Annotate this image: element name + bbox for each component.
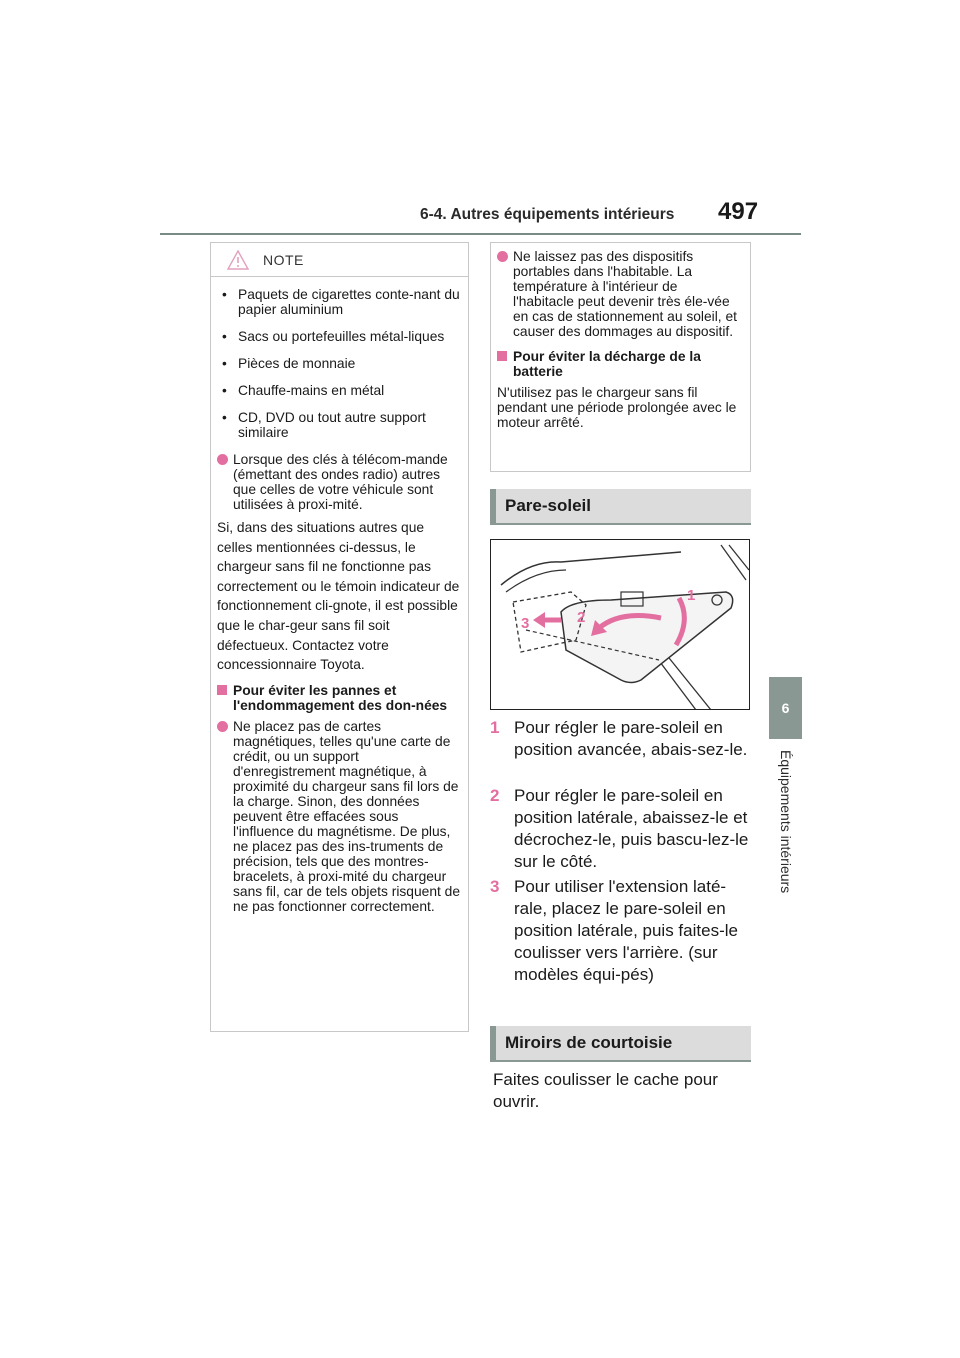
chapter-tab	[769, 677, 802, 739]
square-heading	[217, 683, 460, 713]
sun-visor-illustration	[490, 539, 750, 710]
square-heading	[497, 349, 742, 379]
circle-item	[217, 452, 460, 512]
note-paragraph: Si, dans des situations autres que celles mentionnées ci-dessus, le chargeur sans fil ne fonctionne pas correctement ou le témoin indicateur de fonctionnement cli-gnote, il est possible que le char-geur sans fil soit défectueux. Contactez votre concessionnaire Toyota.	[217, 520, 460, 673]
list-item	[217, 410, 460, 440]
bullet-icon: •	[222, 383, 227, 398]
step-number: 2	[490, 786, 500, 805]
circle-item-text: Ne laissez pas des dispositifs portables dans l'habitable. La température à l'intérieur de l'habitacle peut devenir très éle-vée en cas de stationnement au soleil, et causer des dommages au dispositif.	[513, 249, 737, 339]
note-box	[210, 242, 469, 1032]
bullet-icon: •	[222, 410, 227, 425]
note-body	[491, 243, 750, 430]
circle-item	[217, 719, 460, 914]
note-body	[211, 277, 468, 914]
bullet-icon: •	[222, 356, 227, 371]
circle-item-text: Lorsque des clés à télécom-mande (émettant des ondes radio) autres que celles de votre véhicule sont utilisées à proxi-mité.	[233, 452, 448, 512]
page-number: 497	[718, 198, 759, 225]
section-header-vanity-mirrors	[490, 1026, 751, 1062]
pink-circle-icon	[217, 721, 228, 732]
pink-circle-icon	[497, 251, 508, 262]
bullet-icon: •	[222, 329, 227, 344]
step-item	[490, 876, 750, 986]
section-title: Miroirs de courtoisie	[505, 1033, 673, 1052]
square-heading-text: Pour éviter les pannes et l'endommagement des don-nées	[233, 682, 448, 713]
step-number: 1	[490, 718, 500, 737]
square-heading-text: Pour éviter la décharge de la batterie	[513, 349, 701, 379]
circle-item	[497, 249, 742, 339]
section-bar	[490, 1026, 496, 1060]
page-header-title: 6-4. Autres équipements intérieurs	[420, 206, 675, 223]
header-divider	[160, 233, 801, 235]
list-item-text: CD, DVD ou tout autre support similaire	[238, 410, 426, 440]
figure-label-1: 1	[687, 587, 696, 604]
note-header	[211, 243, 468, 277]
figure-label-2: 2	[577, 609, 586, 626]
list-item	[217, 329, 460, 344]
section-bar	[490, 489, 496, 523]
list-item-text: Chauffe-mains en métal	[238, 383, 385, 398]
list-item	[217, 287, 460, 317]
note-paragraph: N'utilisez pas le chargeur sans fil pendant une période prolongée avec le moteur arrêté.	[497, 385, 737, 430]
list-item	[217, 356, 460, 371]
section-title: Pare-soleil	[505, 496, 591, 515]
step-text: Pour régler le pare-soleil en position latérale, abaissez-le et décrochez-le, puis bascu-lez-le sur le côté.	[514, 786, 749, 871]
step-item	[490, 717, 750, 761]
step-text: Pour utiliser l'extension laté-rale, placez le pare-soleil en position latérale, puis faites-le coulisser vers l'arrière. (sur modèles équi-pés)	[514, 877, 738, 984]
list-item	[217, 383, 460, 398]
step-text: Pour régler le pare-soleil en position avancée, abais-sez-le.	[514, 718, 748, 759]
note-box-continued	[490, 242, 751, 472]
list-item-text: Pièces de monnaie	[238, 356, 356, 371]
step-item	[490, 785, 750, 873]
step-number: 3	[490, 877, 500, 896]
list-item-text: Sacs ou portefeuilles métal-liques	[238, 329, 445, 344]
figure-label-3: 3	[521, 615, 530, 632]
sun-visor-drawing	[491, 540, 750, 710]
pink-square-icon	[497, 351, 507, 361]
warning-triangle-icon	[227, 250, 249, 270]
chapter-number: 6	[781, 700, 790, 716]
mirror-paragraph: Faites coulisser le cache pour ouvrir.	[493, 1070, 718, 1111]
chapter-label: Équipements intérieurs	[778, 750, 794, 894]
list-item-text: Paquets de cigarettes conte-nant du papier aluminium	[238, 287, 460, 317]
section-header-sun-visor	[490, 489, 751, 525]
bullet-icon: •	[222, 287, 227, 302]
note-title: NOTE	[263, 251, 304, 268]
pink-square-icon	[217, 685, 227, 695]
pink-circle-icon	[217, 454, 228, 465]
circle-item-text: Ne placez pas de cartes magnétiques, telles qu'une carte de crédit, ou un support d'enregistrement magnétique, à proximité du chargeur sans fil lors de la charge. Sinon, des données peuvent être effacées sous l'influence du magnétisme. De plus, ne placez pas des ins-truments de précision, tels que des montres-bracelets, à proxi-mité du chargeur sans fil, car de tels objets risquent de ne pas fonctionner correctement.	[233, 718, 461, 914]
